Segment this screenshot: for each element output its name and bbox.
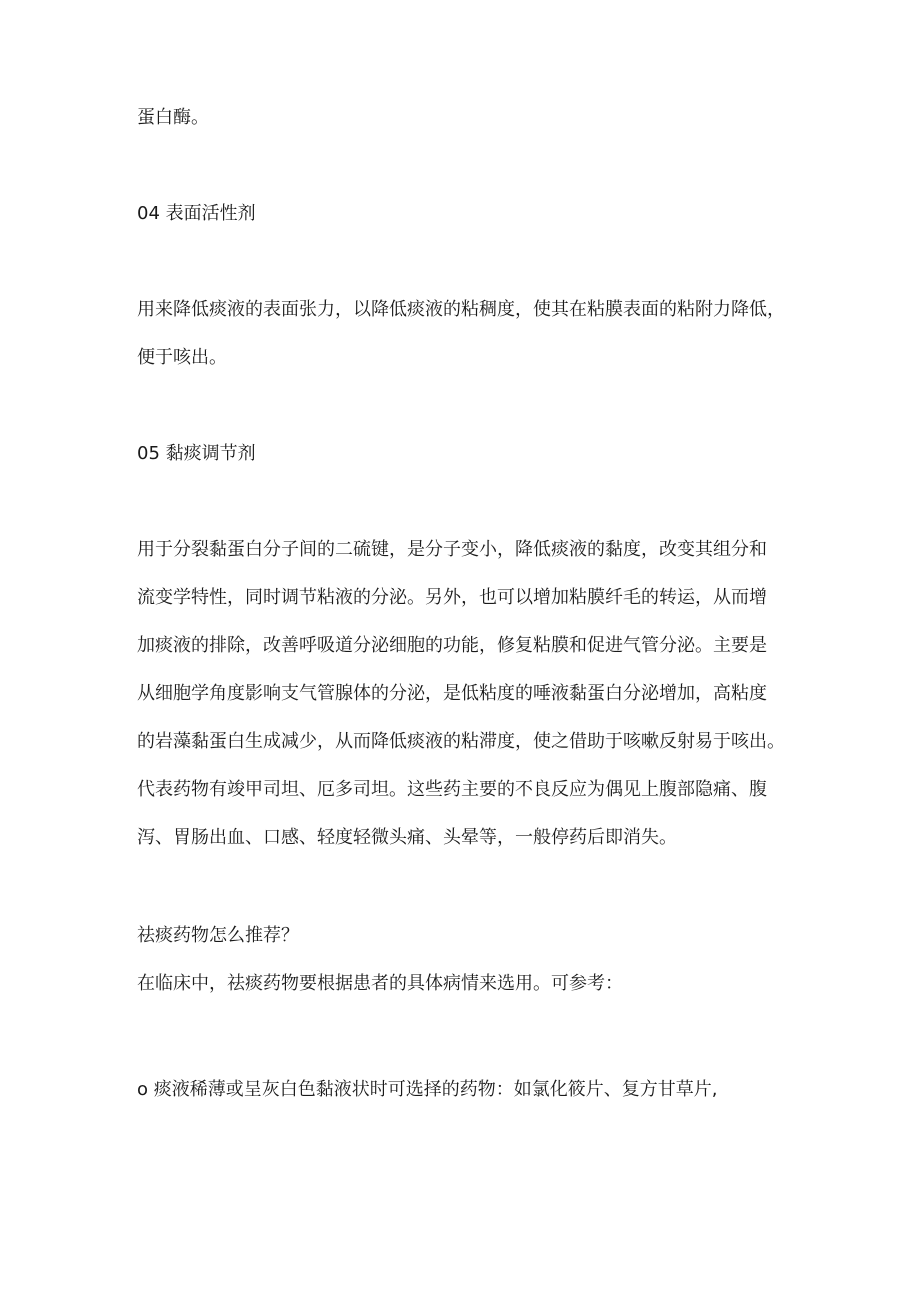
- recommend-bullet: [137, 1078, 717, 1102]
- recommend-question: 祛痰药物怎么推荐？: [137, 925, 299, 946]
- section-04-line: 便于咳出。: [137, 347, 227, 368]
- section-05-line: 的岩藻黏蛋白生成减少，从而降低痰液的粘滞度，使之借助于咳嗽反射易于咳出。: [137, 731, 785, 752]
- section-05-heading: 05 黏痰调节剂: [137, 443, 256, 464]
- section-05-line: 加痰液的排除，改善呼吸道分泌细胞的功能，修复粘膜和促进气管分泌。主要是: [137, 635, 767, 656]
- section-04-heading: 04 表面活性剂: [137, 203, 256, 224]
- section-05-line: 用于分裂黏蛋白分子间的二硫键，是分子变小，降低痰液的黏度，改变其组分和: [137, 539, 767, 560]
- section-05-line: 流变学特性，同时调节粘液的分泌。另外，也可以增加粘膜纤毛的转运，从而增: [137, 587, 767, 608]
- section-05-line: 代表药物有竣甲司坦、厄多司坦。这些药主要的不良反应为偶见上腹部隐痛、腹: [137, 779, 767, 800]
- recommend-intro: 在临床中，祛痰药物要根据患者的具体病情来选用。可参考：: [137, 973, 623, 994]
- bullet-text: 痰液稀薄或呈灰白色黏液状时可选择的药物：如氯化筱片、复方甘草片,: [153, 1079, 718, 1100]
- section-05-line: 从细胞学角度影响支气管腺体的分泌，是低粘度的唾液黏蛋白分泌增加，高粘度: [137, 683, 767, 704]
- prev-section-tail: 蛋白酶。: [137, 107, 209, 128]
- section-04-line: 用来降低痰液的表面张力，以降低痰液的粘稠度，使其在粘膜表面的粘附力降低，: [137, 299, 785, 320]
- bullet-marker: o: [137, 1079, 149, 1100]
- section-05-line: 泻、胃肠出血、口感、轻度轻微头痛、头晕等，一般停药后即消失。: [137, 827, 677, 848]
